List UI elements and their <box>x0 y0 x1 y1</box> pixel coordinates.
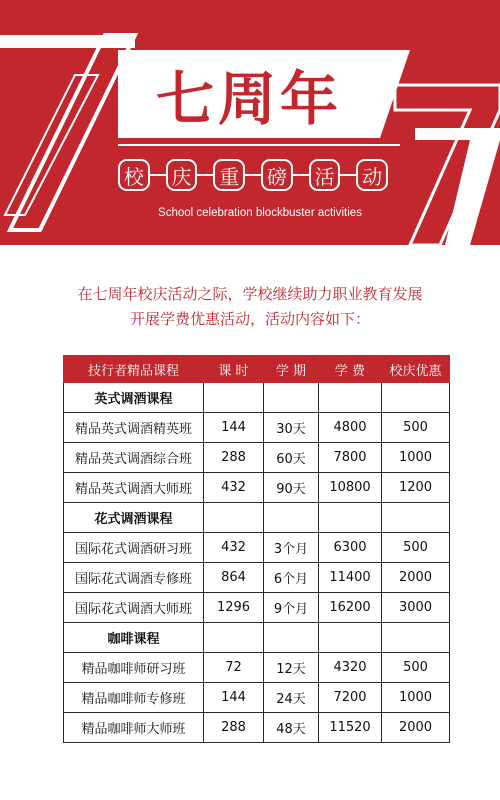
course-name-cell: 精品英式调酒精英班 <box>64 413 204 443</box>
tuition-cell: 10800 <box>319 473 382 503</box>
course-pricing-table <box>63 355 450 743</box>
subtitle-separator <box>245 174 261 176</box>
seven-right-slash <box>445 140 500 245</box>
tuition-cell: 11400 <box>319 563 382 593</box>
discount-cell: 500 <box>382 653 450 683</box>
headline-seventh-anniversary: 七周年 <box>155 65 342 133</box>
hours-cell: 144 <box>204 683 264 713</box>
empty-cell <box>382 623 450 653</box>
table-row <box>64 653 450 683</box>
discount-cell: 1200 <box>382 473 450 503</box>
hours-cell: 288 <box>204 443 264 473</box>
term-cell: 90天 <box>264 473 319 503</box>
hours-cell: 288 <box>204 713 264 743</box>
subtitle-separator <box>340 174 356 176</box>
empty-cell <box>204 503 264 533</box>
empty-cell <box>204 623 264 653</box>
subtitle-char: 活 <box>309 159 341 191</box>
english-subtitle: School celebration blockbuster activities <box>158 207 362 219</box>
discount-cell: 500 <box>382 413 450 443</box>
subtitle-char: 庆 <box>166 159 198 191</box>
subtitle-char: 重 <box>213 159 245 191</box>
empty-cell <box>319 503 382 533</box>
category-label: 咖啡课程 <box>64 623 204 653</box>
subtitle-separator <box>150 174 166 176</box>
category-label: 花式调酒课程 <box>64 503 204 533</box>
hours-cell: 144 <box>204 413 264 443</box>
tuition-cell: 7800 <box>319 443 382 473</box>
seven-left-stroke <box>10 35 135 230</box>
header-discount: 校庆优惠 <box>382 356 450 383</box>
course-name-cell: 精品咖啡师研习班 <box>64 653 204 683</box>
subtitle-separator <box>197 174 213 176</box>
tuition-cell: 16200 <box>319 593 382 623</box>
category-row <box>64 383 450 413</box>
empty-cell <box>264 623 319 653</box>
header-course: 技行者精品课程 <box>64 356 204 383</box>
discount-cell: 3000 <box>382 593 450 623</box>
category-label: 英式调酒课程 <box>64 383 204 413</box>
course-name-cell: 精品咖啡师专修班 <box>64 683 204 713</box>
table-row <box>64 713 450 743</box>
discount-cell: 500 <box>382 533 450 563</box>
category-row <box>64 623 450 653</box>
table-row <box>64 563 450 593</box>
course-name-cell: 精品咖啡师大师班 <box>64 713 204 743</box>
hours-cell: 72 <box>204 653 264 683</box>
header-term: 学 期 <box>264 356 319 383</box>
table-row <box>64 533 450 563</box>
empty-cell <box>204 383 264 413</box>
table-row <box>64 593 450 623</box>
hours-cell: 1296 <box>204 593 264 623</box>
discount-cell: 1000 <box>382 683 450 713</box>
tuition-cell: 4320 <box>319 653 382 683</box>
tuition-cell: 11520 <box>319 713 382 743</box>
category-row <box>64 503 450 533</box>
course-name-cell: 国际花式调酒专修班 <box>64 563 204 593</box>
table-body <box>64 383 450 743</box>
hours-cell: 864 <box>204 563 264 593</box>
discount-cell: 1000 <box>382 443 450 473</box>
term-cell: 3个月 <box>264 533 319 563</box>
table-row <box>64 683 450 713</box>
intro-text <box>30 282 470 332</box>
table-row <box>64 413 450 443</box>
anniversary-banner <box>0 0 500 245</box>
term-cell: 30天 <box>264 413 319 443</box>
empty-cell <box>382 383 450 413</box>
term-cell: 48天 <box>264 713 319 743</box>
empty-cell <box>319 383 382 413</box>
subtitle-char: 磅 <box>261 159 293 191</box>
term-cell: 60天 <box>264 443 319 473</box>
table-row <box>64 443 450 473</box>
table-row <box>64 473 450 503</box>
discount-cell: 2000 <box>382 563 450 593</box>
seven-right-bar <box>415 128 500 140</box>
empty-cell <box>264 383 319 413</box>
term-cell: 24天 <box>264 683 319 713</box>
course-name-cell: 国际花式调酒大师班 <box>64 593 204 623</box>
tuition-cell: 6300 <box>319 533 382 563</box>
empty-cell <box>382 503 450 533</box>
header-hours: 课 时 <box>204 356 264 383</box>
empty-cell <box>319 623 382 653</box>
course-name-cell: 精品英式调酒大师班 <box>64 473 204 503</box>
intro-line-2: 开展学费优惠活动，活动内容如下： <box>129 310 370 328</box>
empty-cell <box>264 503 319 533</box>
header-tuition: 学 费 <box>319 356 382 383</box>
table-header-row <box>64 356 450 383</box>
discount-cell: 2000 <box>382 713 450 743</box>
subtitle-separator <box>293 174 309 176</box>
tuition-cell: 4800 <box>319 413 382 443</box>
course-name-cell: 精品英式调酒综合班 <box>64 443 204 473</box>
course-name-cell: 国际花式调酒研习班 <box>64 533 204 563</box>
hours-cell: 432 <box>204 533 264 563</box>
intro-line-1: 在七周年校庆活动之际，学校继续助力职业教育发展 <box>77 285 423 303</box>
subtitle-char: 校 <box>118 159 150 191</box>
term-cell: 9个月 <box>264 593 319 623</box>
subtitle-row <box>118 155 388 195</box>
term-cell: 6个月 <box>264 563 319 593</box>
term-cell: 12天 <box>264 653 319 683</box>
tuition-cell: 7200 <box>319 683 382 713</box>
hours-cell: 432 <box>204 473 264 503</box>
subtitle-char: 动 <box>356 159 388 191</box>
